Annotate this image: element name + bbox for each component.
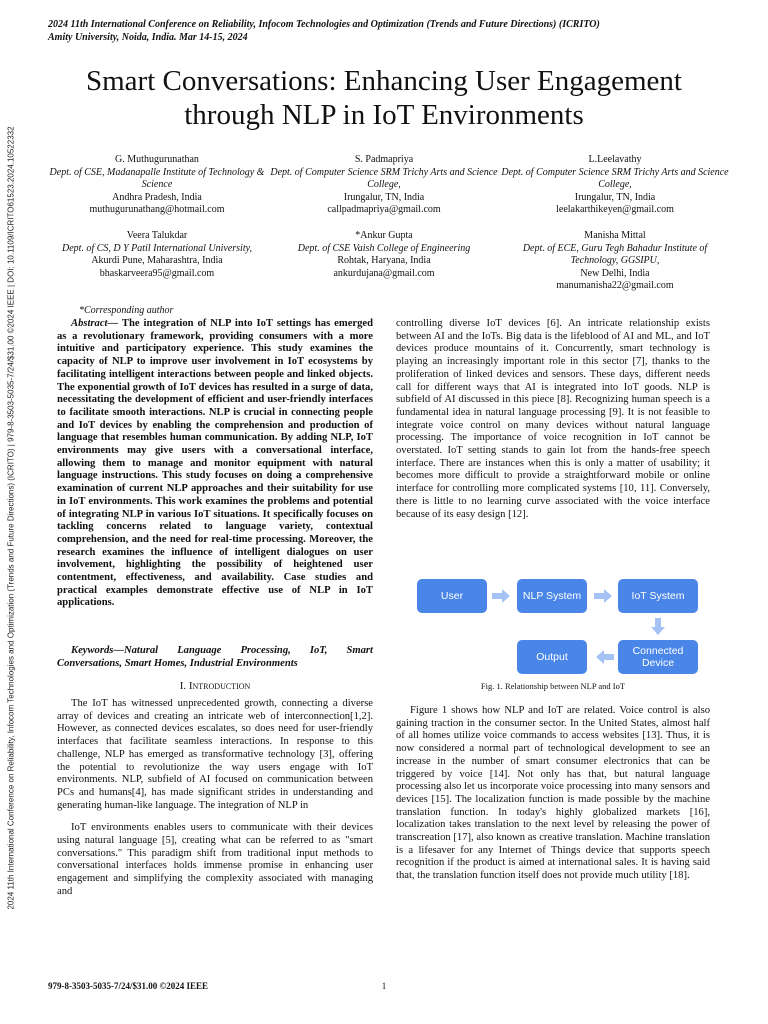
right-column-text-top [396,318,710,521]
keywords [57,645,373,670]
figure-1-diagram [412,575,702,677]
page-number: 1 [381,981,387,991]
author-name: G. Muthugurunathan [115,154,199,165]
author-affiliation: Dept. of CSE Vaish College of Engineering [297,242,471,254]
author-name: L.Leelavathy [588,154,642,165]
author-email: leelakarthikeyen@gmail.com [556,204,674,216]
author-email: manumanisha22@gmail.com [556,280,674,292]
abstract [57,318,373,610]
side-margin [4,78,18,958]
author-affiliation: Dept. of Computer Science SRM Trichy Arts and Science College, [501,166,729,191]
arrow-right-icon [492,589,512,603]
conference-line-1: 2024 11th International Conference on Reliability, Infocom Technologies and Optimization (Trends and Future Directions) (ICRITO) [48,19,600,30]
title-line-2: through NLP in IoT Environments [184,99,584,131]
arrow-right-icon [594,589,614,603]
intro-paragraph-1: The IoT has witnessed unprecedented growth, connecting a diverse array of devices and creating an intricate web of interconnection[1,2]. However, as connected devices escalates, so does need for user-friendly interfaces that facilitate seamless interactions. In response to this challenge, NLP has emerged as transformative technology [3], offering the potential to revolutionize the way users engage with IoT environments. NLP, subfield of AI focused on communication between PCs and humans[4], has made significant strides in understanding and generating human-like language. The integration of NLP in [57,698,373,811]
author-location: New Delhi, India [580,267,650,279]
author-name: S. Padmapriya [354,154,414,165]
conference-line-2: Amity University, Noida, India. Mar 14-15, 2024 [48,32,248,43]
author-email: muthugurunathang@hotmail.com [89,204,225,216]
right-paragraph-2: Figure 1 shows how NLP and IoT are related. Voice control is also gaining traction in the consumer sector. In the United States, almost half of all homes utilize voice commands to access websites [13]. Thus, it is now considered a normal part of technological development to see an increase in the number of smart consumer electronics that can be triggered by voice [14]. Not only has that, but natural language processing also let us incorporate voice processing into many sensors and devices [15]. The localization function is made possible by the machine translation function. In today's highly globalized markets [16], localization takes translation to the next level by releasing the power of transcreation [17], also known as creative translation. Machine translation is a lifesaver for any Internet of Things device that supports speech recognition if the product is aimed at international sales. It is having said that, the translation function itself does not provide much utility [18]. [396,705,710,882]
author-email: ankurdujana@gmail.com [333,267,435,279]
conference-header [48,18,708,44]
abstract-label: Abstract— [71,318,119,329]
title-line-1: Smart Conversations: Enhancing User Engagement [86,65,682,97]
author-block-3 [500,154,730,217]
figure-caption: Fig. 1. Relationship between NLP and IoT [480,681,626,691]
box-user: User [417,579,487,613]
corresponding-author-note: *Corresponding author [79,305,174,316]
side-margin-text: 2024 11th International Conference on Reliability, Infocom Technologies and Optimization (Trends and Future Directions) (ICRITO) | 979-8-3503-5035-7/24/$31.00 ©2024 IEEE | DOI: 10.1109/ICRITO61523.2024.10522332 [6,126,16,910]
author-block-5 [269,230,499,280]
box-iot-system: IoT System [618,579,698,613]
right-paragraph-1: controlling diverse IoT devices [6]. An intricate relationship exists between AI and the IoTs. Big data is the lifeblood of AI and ML, and IoT devices produce mountains of it. Concurrently, smart technology is playing an increasingly important role in this sector [7], thanks to the proliferation of linked devices and sensors. These days, different needs call for different ways that AI is integrated into IoT goods. NLP is subfield of AI discussed in this piece [8]. Recognizing human speech is a fundamental idea in natural language processing [9]. It is not feasible to integrate voice control on many devices without natural language processing. The importance of voice recognition in IoT cannot be overstated. IoT setting stands to gain lot from the hands-free speech interface. There are instances when this is only a matter of usability; it becomes more difficult to provide a straightforward mobile or online interface for controlling more complicated systems [10, 11]. Conversely, there is little to no learning curve associated with the voice interface because of its easy design [12]. [396,318,710,520]
author-email: bhaskarveera95@gmail.com [99,267,215,279]
author-email: callpadmapriya@gmail.com [327,204,441,216]
author-location: Akurdi Pune, Maharashtra, India [91,255,223,267]
box-connected-device: Connected Device [618,640,698,674]
author-block-4 [42,230,272,280]
introduction-body [57,698,373,899]
right-column-text-bottom [396,705,710,883]
box-nlp-system: NLP System [517,579,587,613]
author-name: Veera Talukdar [126,230,188,241]
author-name: Manisha Mittal [584,230,646,241]
author-affiliation: Dept. of Computer Science SRM Trichy Arts and Science College, [270,166,498,191]
author-block-6 [500,230,730,293]
arrow-left-icon [594,650,614,664]
box-output: Output [517,640,587,674]
author-location: Andhra Pradesh, India [112,191,202,203]
abstract-text: The integration of NLP into IoT settings has emerged as a revolutionary framework, providing consumers with a more intuitive and participatory experience. This study examines the capacity of NLP to improve user involvement in IoT ecosystems by facilitating intelligent interactions between people and linked objects. The exponential growth of IoT devices has resulted in a surge of data, necessitating the development of efficient and user-friendly interfaces to facilitate smooth interactions. NLP is crucial in connecting people and IoT devices by enabling the comprehension and production of language that resembles human communication. By adding NLP, IoT environments may give users with a conversational interface, allowing them to manage and monitor equipment with natural language instructions. This study focuses on doing a comprehensive examination of current NLP approaches and their suitability for use in IoT environments. This work examines the problems and potential of integrating NLP in various IoT situations. It specifically focuses on tackling concerns related to language variety, contextual comprehension, and the need for real-time processing. Moreover, the research examines the influence of intelligent dialogues on user involvement, highlighting the possibility of heightened user contentment, effectiveness, and availability. Case studies and practical examples demonstrate effective use of NLP in IoT applications. [57,318,373,609]
author-affiliation: Dept. of CS, D Y Patil International University, [62,242,252,254]
paper-title [40,64,728,132]
author-block-1 [42,154,272,217]
author-affiliation: Dept. of CSE, Madanapalle Institute of Technology & Science [49,166,265,191]
author-location: Rohtak, Haryana, India [337,255,431,267]
author-affiliation: Dept. of ECE, Guru Tegh Bahadur Institute of Technology, GGSIPU, [522,242,708,267]
arrow-down-icon [651,618,665,636]
author-block-2 [269,154,499,217]
section-heading-introduction: I. Introduction [179,680,251,692]
intro-paragraph-2: IoT environments enables users to communicate with their devices using natural language [5], creating what can be referred to as "smart conversations." This paradigm shift from traditional input methods to conversational interfaces holds immense promise in enhancing user engagement and simplifying the complexity associated with managing and [57,822,373,897]
author-location: Irungalur, TN, India [343,191,425,203]
author-name: *Ankur Gupta [355,230,413,241]
footer-isbn: 979-8-3503-5035-7/24/$31.00 ©2024 IEEE [48,981,208,991]
author-location: Irungalur, TN, India [574,191,656,203]
keywords-text: Keywords—Natural Language Processing, IoT, Smart Conversations, Smart Homes, Industrial Environments [57,645,373,669]
